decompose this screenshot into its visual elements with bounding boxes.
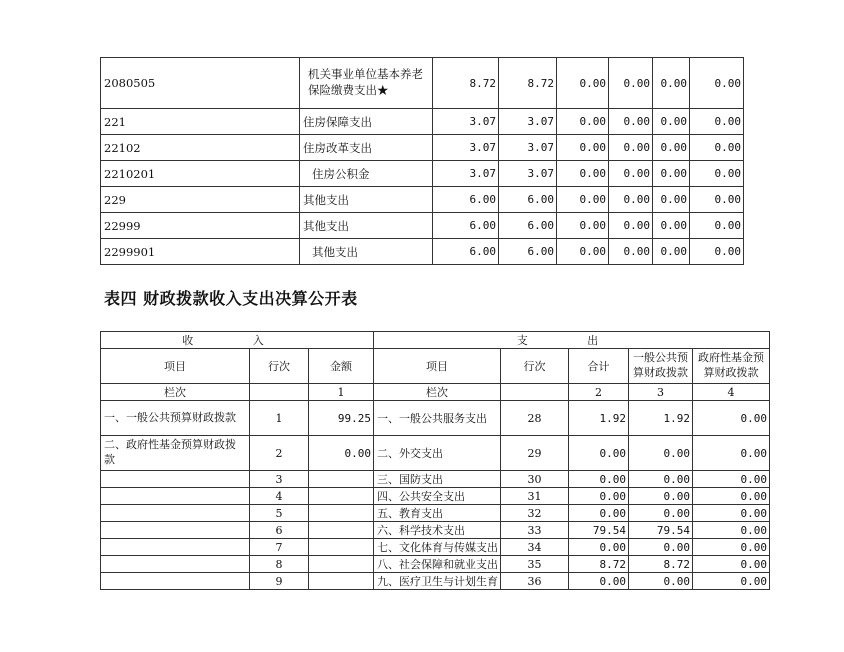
- amount-cell: 0.00: [690, 109, 744, 135]
- amount-cell: 3.07: [499, 135, 557, 161]
- table-row: [101, 187, 744, 213]
- expense-fund: 0.00: [693, 556, 770, 573]
- income-line: 2: [250, 436, 309, 471]
- income-amount: [309, 488, 374, 505]
- col-num-1: 1: [309, 384, 374, 401]
- income-item: 二、政府性基金预算财政拨款: [101, 436, 250, 471]
- col-line: 行次: [250, 349, 309, 384]
- income-amount: [309, 573, 374, 590]
- expense-line: 31: [501, 488, 569, 505]
- amount-cell: 6.00: [433, 213, 499, 239]
- income-line: 1: [250, 401, 309, 436]
- expense-general: 1.92: [629, 401, 693, 436]
- account-name: 住房保障支出: [300, 109, 433, 135]
- table-row: [101, 239, 744, 265]
- table-row: [101, 539, 770, 556]
- income-amount: [309, 522, 374, 539]
- amount-cell: 0.00: [557, 187, 609, 213]
- table-row: [101, 135, 744, 161]
- account-name: 其他支出: [300, 187, 433, 213]
- expense-fund: 0.00: [693, 573, 770, 590]
- account-code: 2210201: [101, 161, 300, 187]
- account-name: 其他支出: [300, 239, 433, 265]
- amount-cell: 0.00: [653, 187, 690, 213]
- expense-fund: 0.00: [693, 522, 770, 539]
- expense-total: 0.00: [569, 488, 629, 505]
- amount-cell: 0.00: [609, 213, 653, 239]
- expense-total: 0.00: [569, 539, 629, 556]
- expense-fund: 0.00: [693, 488, 770, 505]
- amount-cell: 0.00: [690, 161, 744, 187]
- amount-cell: 6.00: [499, 187, 557, 213]
- amount-cell: 0.00: [690, 58, 744, 109]
- col-general: 一般公共预算财政拨款: [629, 349, 693, 384]
- table-row: [101, 556, 770, 573]
- income-item: [101, 573, 250, 590]
- expense-item: 一、一般公共服务支出: [374, 401, 501, 436]
- amount-cell: 0.00: [609, 187, 653, 213]
- fiscal-appropriation-table: [100, 331, 770, 590]
- account-name: 住房公积金: [300, 161, 433, 187]
- expense-line: 32: [501, 505, 569, 522]
- col-num-3: 3: [629, 384, 693, 401]
- expense-line: 35: [501, 556, 569, 573]
- expense-item: 七、文化体育与传媒支出: [374, 539, 501, 556]
- table-row: [101, 58, 744, 109]
- expense-general: 0.00: [629, 488, 693, 505]
- account-code: 2080505: [101, 58, 300, 109]
- table-title: 表四 财政拨款收入支出决算公开表: [104, 289, 358, 308]
- amount-cell: 0.00: [609, 135, 653, 161]
- amount-cell: 0.00: [653, 239, 690, 265]
- lanci-label-2: 栏次: [374, 384, 501, 401]
- expense-fund: 0.00: [693, 401, 770, 436]
- amount-cell: 0.00: [653, 135, 690, 161]
- expense-item: 八、社会保障和就业支出: [374, 556, 501, 573]
- income-line: 8: [250, 556, 309, 573]
- col-item: 项目: [101, 349, 250, 384]
- expense-total: 0.00: [569, 471, 629, 488]
- amount-cell: 8.72: [499, 58, 557, 109]
- amount-cell: 3.07: [433, 109, 499, 135]
- expense-general: 0.00: [629, 436, 693, 471]
- expense-general: 0.00: [629, 471, 693, 488]
- income-item: [101, 522, 250, 539]
- expense-general: 0.00: [629, 505, 693, 522]
- income-amount: 0.00: [309, 436, 374, 471]
- expense-item: 四、公共安全支出: [374, 488, 501, 505]
- account-code: 2299901: [101, 239, 300, 265]
- amount-cell: 3.07: [499, 109, 557, 135]
- account-code: 221: [101, 109, 300, 135]
- col-num-4: 4: [693, 384, 770, 401]
- expense-total: 79.54: [569, 522, 629, 539]
- income-item: [101, 471, 250, 488]
- table-row: [101, 161, 744, 187]
- amount-cell: 0.00: [557, 109, 609, 135]
- col-line2: 行次: [501, 349, 569, 384]
- account-code: 229: [101, 187, 300, 213]
- col-fund: 政府性基金预算财政拨款: [693, 349, 770, 384]
- income-amount: [309, 556, 374, 573]
- amount-cell: 0.00: [609, 161, 653, 187]
- amount-cell: 3.07: [433, 135, 499, 161]
- table-row: [101, 573, 770, 590]
- account-code: 22999: [101, 213, 300, 239]
- expense-line: 30: [501, 471, 569, 488]
- upper-expenditure-table: [100, 57, 744, 265]
- expense-line: 33: [501, 522, 569, 539]
- expense-general: 0.00: [629, 539, 693, 556]
- table-row: [101, 401, 770, 436]
- expense-total: 0.00: [569, 573, 629, 590]
- account-name: 住房改革支出: [300, 135, 433, 161]
- amount-cell: 0.00: [653, 109, 690, 135]
- expense-total: 1.92: [569, 401, 629, 436]
- amount-cell: 0.00: [690, 135, 744, 161]
- empty-cell: [501, 384, 569, 401]
- amount-cell: 0.00: [653, 161, 690, 187]
- income-amount: [309, 505, 374, 522]
- income-amount: [309, 539, 374, 556]
- expense-item: 九、医疗卫生与计划生育: [374, 573, 501, 590]
- table-row: [101, 436, 770, 471]
- col-amount: 金额: [309, 349, 374, 384]
- amount-cell: 0.00: [557, 239, 609, 265]
- table-row: [101, 522, 770, 539]
- amount-cell: 0.00: [557, 58, 609, 109]
- income-line: 4: [250, 488, 309, 505]
- col-num-2: 2: [569, 384, 629, 401]
- income-header: 收 入: [101, 332, 374, 349]
- expense-fund: 0.00: [693, 539, 770, 556]
- income-item: [101, 505, 250, 522]
- income-line: 5: [250, 505, 309, 522]
- income-item: [101, 556, 250, 573]
- expense-line: 28: [501, 401, 569, 436]
- amount-cell: 6.00: [433, 187, 499, 213]
- empty-cell: [250, 384, 309, 401]
- income-amount: [309, 471, 374, 488]
- expense-header: 支 出: [374, 332, 770, 349]
- amount-cell: 6.00: [499, 239, 557, 265]
- lanci-label: 栏次: [101, 384, 250, 401]
- expense-fund: 0.00: [693, 471, 770, 488]
- amount-cell: 0.00: [690, 213, 744, 239]
- income-item: [101, 488, 250, 505]
- col-item2: 项目: [374, 349, 501, 384]
- expense-item: 三、国防支出: [374, 471, 501, 488]
- expense-fund: 0.00: [693, 436, 770, 471]
- expense-total: 0.00: [569, 505, 629, 522]
- expense-general: 0.00: [629, 573, 693, 590]
- income-item: [101, 539, 250, 556]
- income-line: 6: [250, 522, 309, 539]
- account-name: 其他支出: [300, 213, 433, 239]
- amount-cell: 0.00: [557, 213, 609, 239]
- account-code: 22102: [101, 135, 300, 161]
- expense-item: 六、科学技术支出: [374, 522, 501, 539]
- expense-line: 29: [501, 436, 569, 471]
- expense-general: 79.54: [629, 522, 693, 539]
- amount-cell: 3.07: [499, 161, 557, 187]
- expense-fund: 0.00: [693, 505, 770, 522]
- table-row: [101, 471, 770, 488]
- table-row: [101, 505, 770, 522]
- income-amount: 99.25: [309, 401, 374, 436]
- expense-general: 8.72: [629, 556, 693, 573]
- income-item: 一、一般公共预算财政拨款: [101, 401, 250, 436]
- col-total: 合计: [569, 349, 629, 384]
- amount-cell: 0.00: [653, 58, 690, 109]
- amount-cell: 6.00: [433, 239, 499, 265]
- amount-cell: 0.00: [609, 109, 653, 135]
- expense-line: 36: [501, 573, 569, 590]
- amount-cell: 0.00: [609, 239, 653, 265]
- table-row: [101, 109, 744, 135]
- income-line: 9: [250, 573, 309, 590]
- expense-total: 8.72: [569, 556, 629, 573]
- amount-cell: 8.72: [433, 58, 499, 109]
- table-row: [101, 213, 744, 239]
- amount-cell: 0.00: [690, 239, 744, 265]
- table-row: [101, 488, 770, 505]
- amount-cell: 0.00: [690, 187, 744, 213]
- amount-cell: 3.07: [433, 161, 499, 187]
- income-line: 3: [250, 471, 309, 488]
- amount-cell: 6.00: [499, 213, 557, 239]
- amount-cell: 0.00: [557, 135, 609, 161]
- amount-cell: 0.00: [609, 58, 653, 109]
- expense-item: 二、外交支出: [374, 436, 501, 471]
- amount-cell: 0.00: [653, 213, 690, 239]
- expense-total: 0.00: [569, 436, 629, 471]
- amount-cell: 0.00: [557, 161, 609, 187]
- income-line: 7: [250, 539, 309, 556]
- account-name: 机关事业单位基本养老保险缴费支出★: [300, 58, 433, 109]
- expense-item: 五、教育支出: [374, 505, 501, 522]
- expense-line: 34: [501, 539, 569, 556]
